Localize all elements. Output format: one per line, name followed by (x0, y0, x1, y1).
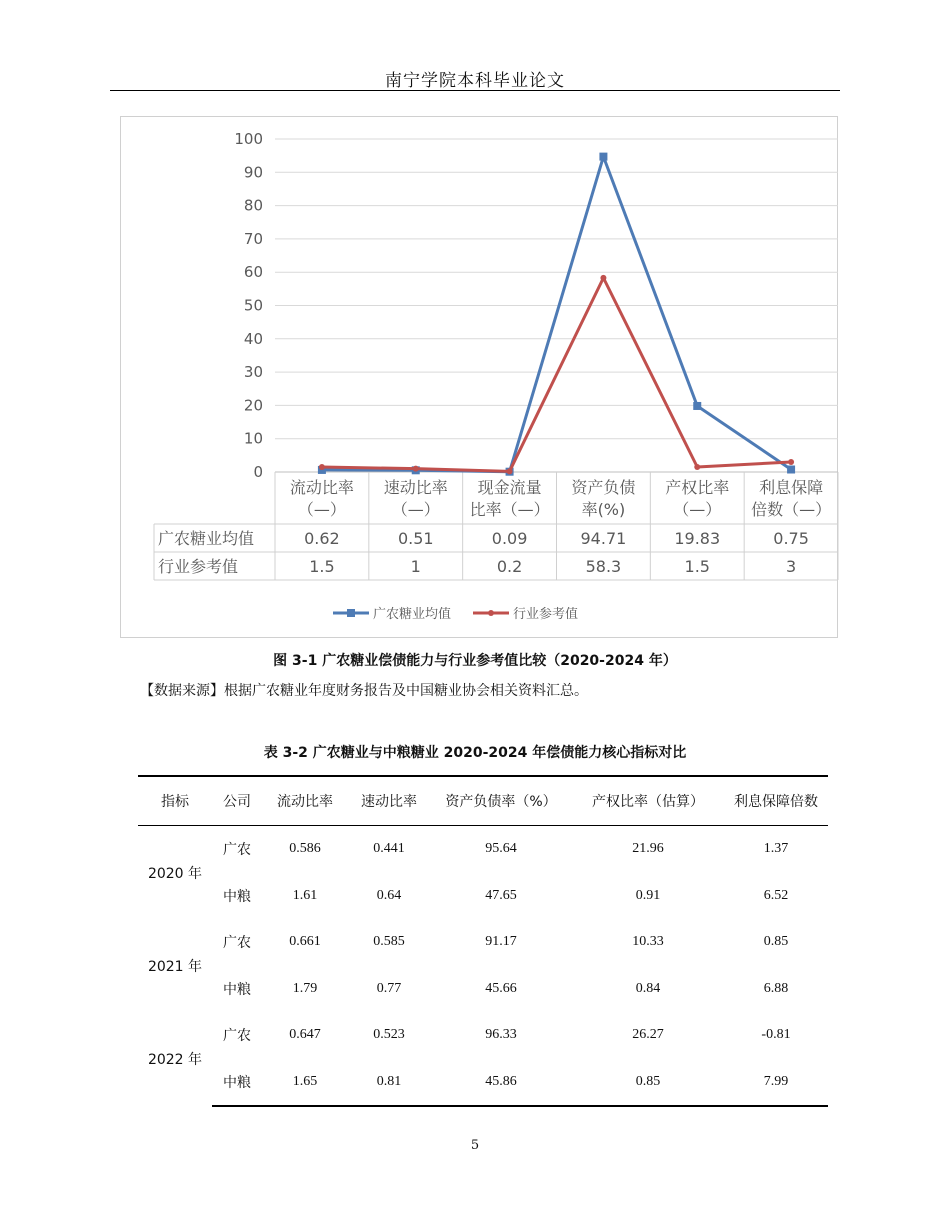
table-header-row (138, 776, 828, 826)
value-cell: 45.66 (485, 980, 517, 996)
data-label: 0.51 (397, 529, 434, 548)
table-row (138, 1059, 828, 1107)
value-cell: 47.65 (485, 887, 517, 903)
data-label: 58.3 (585, 557, 622, 576)
table-caption: 表 3-2 广农糖业与中粮糖业 2020-2024 年偿债能力核心指标对比 (263, 745, 687, 761)
legend-marker (488, 610, 494, 616)
value-cell: 1.79 (292, 980, 318, 996)
legend-label: 行业参考值 (513, 607, 579, 622)
data-point (788, 459, 794, 465)
value-cell: 96.33 (485, 1027, 517, 1043)
company-cell: 广农 (223, 842, 251, 859)
x-category-label: 速动比率 (383, 478, 448, 497)
series-line (322, 157, 791, 472)
data-label: 1.5 (684, 557, 710, 576)
data-point (319, 464, 325, 470)
header-company: 公司 (212, 776, 262, 826)
header-quick-ratio: 速动比率 (348, 776, 430, 826)
header-indicator: 指标 (138, 776, 212, 826)
table-series-name: 行业参考值 (158, 557, 239, 576)
data-label: 3 (785, 557, 797, 576)
y-tick-label: 20 (243, 396, 263, 415)
company-cell: 广农 (223, 1028, 251, 1045)
y-tick-label: 30 (243, 363, 263, 382)
x-category-label: 现金流量 (477, 478, 542, 497)
x-category-label: （—） (673, 500, 722, 519)
y-tick-label: 50 (243, 296, 263, 315)
header-debt-ratio: 资产负债率（%） (430, 776, 572, 826)
header-interest-coverage: 利息保障倍数 (724, 776, 828, 826)
data-point (787, 466, 795, 474)
chart-svg (121, 117, 839, 639)
legend-label: 广农糖业均值 (373, 607, 452, 622)
page-number: 5 (470, 1138, 480, 1153)
value-cell: 0.647 (289, 1027, 321, 1043)
value-cell: 1.65 (262, 1059, 348, 1107)
data-label: 1.5 (309, 557, 335, 576)
x-category-label: 利息保障 (759, 478, 824, 497)
value-cell: 6.52 (763, 887, 789, 903)
value-cell: 10.33 (632, 934, 664, 950)
value-cell: 45.86 (430, 1059, 572, 1107)
data-point (694, 464, 700, 470)
y-tick-label: 70 (243, 229, 263, 248)
table-row (138, 873, 828, 920)
x-category-label: （—） (297, 500, 346, 519)
value-cell: 21.96 (632, 841, 664, 857)
x-category-label: 率(%) (581, 500, 626, 519)
data-point (507, 468, 513, 474)
value-cell: 95.64 (485, 841, 517, 857)
data-point (600, 275, 606, 281)
y-tick-label: 40 (243, 329, 263, 348)
header-equity-ratio: 产权比率（估算） (572, 776, 724, 826)
line-chart (120, 116, 838, 638)
table-row (138, 919, 828, 966)
value-cell: 0.64 (376, 887, 402, 903)
value-cell: 0.523 (373, 1027, 405, 1043)
value-cell: 0.77 (376, 980, 402, 996)
year-cell: 2021 年 (147, 958, 203, 975)
company-cell: 中粮 (212, 1059, 262, 1107)
value-cell: 0.585 (373, 934, 405, 950)
y-tick-label: 100 (234, 130, 263, 148)
data-label: 0.62 (304, 529, 340, 548)
value-cell: 0.84 (635, 980, 661, 996)
year-cell: 2020 年 (147, 865, 203, 882)
legend-marker (347, 609, 355, 617)
value-cell: 0.586 (289, 841, 321, 857)
company-cell: 中粮 (223, 888, 251, 905)
x-category-label: 流动比率 (289, 478, 354, 497)
data-label: 94.71 (580, 529, 627, 548)
y-tick-label: 60 (243, 263, 263, 282)
table-row (138, 966, 828, 1013)
data-point (413, 466, 419, 472)
value-cell: 1.61 (292, 887, 318, 903)
data-label: 0.09 (491, 529, 528, 548)
value-cell: 0.81 (348, 1059, 430, 1107)
y-tick-label: 10 (243, 429, 263, 448)
data-label: 19.83 (674, 529, 721, 548)
value-cell: 91.17 (485, 934, 517, 950)
series-line (322, 278, 791, 471)
x-category-label: 产权比率 (665, 478, 730, 497)
x-category-label: 比率（—） (469, 500, 550, 519)
header-current-ratio: 流动比率 (262, 776, 348, 826)
y-tick-label: 0 (253, 463, 263, 481)
comparison-table (138, 775, 828, 1107)
x-category-label: （—） (391, 500, 440, 519)
data-point (599, 153, 607, 161)
value-cell: 0.85 (763, 934, 789, 950)
value-cell: -0.81 (761, 1027, 791, 1043)
year-cell: 2022 年 (147, 1052, 203, 1068)
data-point (693, 402, 701, 410)
header-rule (110, 90, 840, 91)
value-cell: 0.661 (289, 934, 321, 950)
data-label: 1 (410, 557, 421, 576)
y-tick-label: 90 (243, 163, 263, 182)
table-row (138, 1012, 828, 1059)
company-cell: 中粮 (223, 981, 251, 998)
table-row (138, 826, 828, 873)
company-cell: 广农 (223, 935, 251, 952)
value-cell: 0.441 (373, 841, 405, 857)
table-series-name: 广农糖业均值 (158, 529, 255, 548)
value-cell: 1.37 (763, 841, 789, 857)
data-label: 0.75 (773, 529, 809, 548)
value-cell: 7.99 (724, 1059, 828, 1107)
value-cell: 0.85 (572, 1059, 724, 1107)
figure-caption: 图 3-1 广农糖业偿债能力与行业参考值比较（2020-2024 年） (273, 653, 677, 669)
value-cell: 26.27 (632, 1027, 664, 1043)
y-tick-label: 80 (243, 196, 263, 215)
x-category-label: 资产负债 (571, 478, 636, 497)
data-label: 0.2 (496, 557, 523, 576)
page-header-title: 南宁学院本科毕业论文 (385, 71, 565, 91)
x-category-label: 倍数（—） (751, 500, 832, 519)
value-cell: 0.91 (635, 887, 661, 903)
value-cell: 6.88 (763, 980, 789, 996)
data-source-note: 【数据来源】根据广农糖业年度财务报告及中国糖业协会相关资料汇总。 (140, 683, 588, 699)
